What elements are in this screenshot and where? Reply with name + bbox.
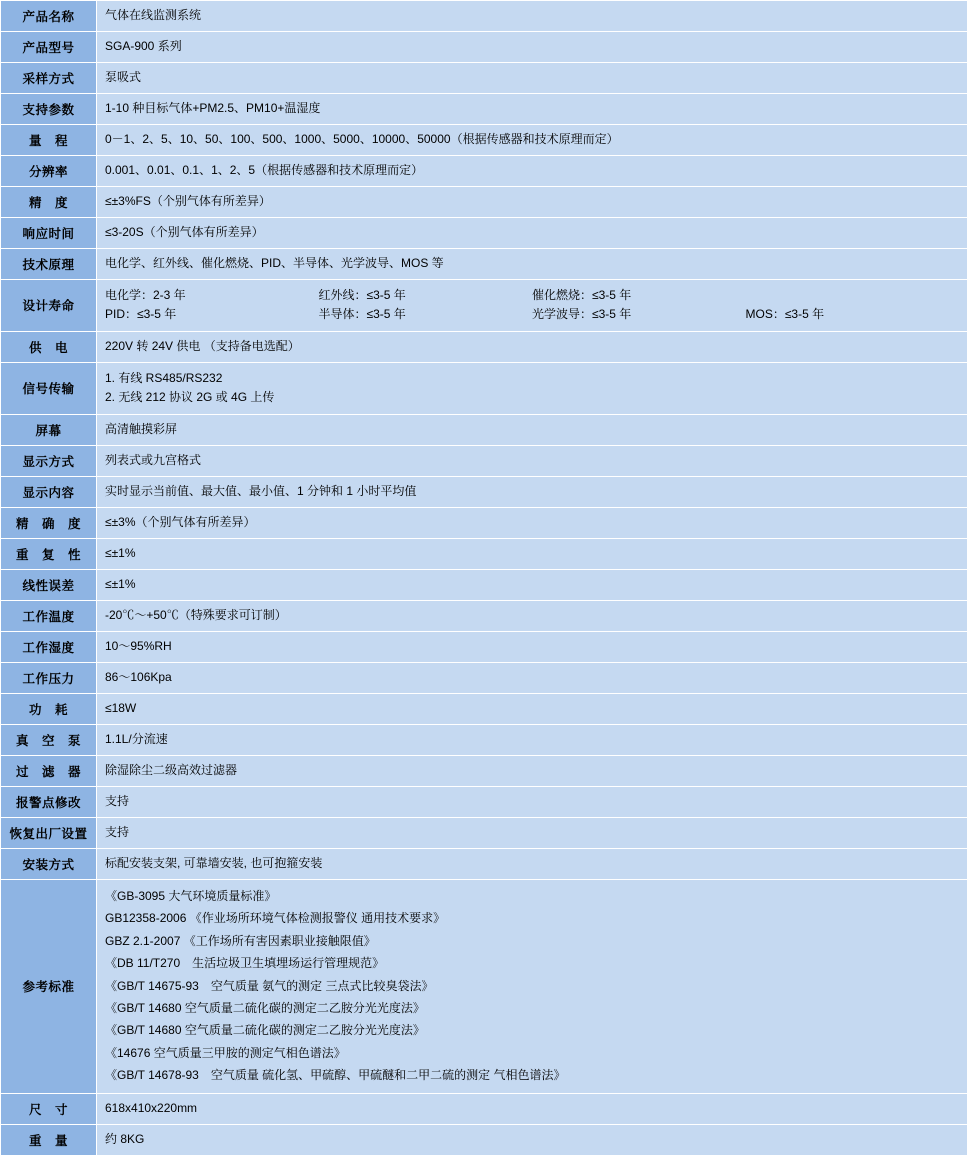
standard-item: 《GB/T 14675-93 空气质量 氨气的测定 三点式比较臭袋法》	[105, 975, 959, 997]
row-label: 功 耗	[1, 693, 97, 724]
row-value	[97, 362, 967, 414]
row-value: ≤3-20S（个别气体有所差异）	[97, 218, 967, 249]
table-row	[1, 693, 967, 724]
table-row	[1, 63, 967, 94]
row-label: 采样方式	[1, 63, 97, 94]
row-label: 设计寿命	[1, 280, 97, 332]
row-label: 量 程	[1, 125, 97, 156]
table-row	[1, 445, 967, 476]
table-row	[1, 249, 967, 280]
table-row	[1, 476, 967, 507]
row-label: 产品名称	[1, 1, 97, 32]
row-value: 约 8KG	[97, 1125, 967, 1156]
row-label: 恢复出厂设置	[1, 817, 97, 848]
lifetime-grid-cell: 光学波导：≤3-5 年	[532, 306, 746, 323]
row-value: SGA-900 系列	[97, 32, 967, 63]
lifetime-grid-cell: 催化燃烧：≤3-5 年	[532, 287, 746, 304]
standards-list	[105, 886, 959, 1088]
row-value: 0－1、2、5、10、50、100、500、1000、5000、10000、50000（根据传感器和技术原理而定）	[97, 125, 967, 156]
row-value: ≤±1%	[97, 538, 967, 569]
row-value: 支持	[97, 786, 967, 817]
row-value: 0.001、0.01、0.1、1、2、5（根据传感器和技术原理而定）	[97, 156, 967, 187]
row-label: 真 空 泵	[1, 724, 97, 755]
standard-item: GB12358-2006 《作业场所环境气体检测报警仪 通用技术要求》	[105, 908, 959, 930]
table-row	[1, 94, 967, 125]
lifetime-grid-cell: PID：≤3-5 年	[105, 306, 319, 323]
lifetime-grid-cell: 半导体：≤3-5 年	[319, 306, 533, 323]
row-label: 屏幕	[1, 414, 97, 445]
row-value	[97, 280, 967, 332]
table-row	[1, 662, 967, 693]
table-row	[1, 156, 967, 187]
row-value: ≤18W	[97, 693, 967, 724]
table-row	[1, 32, 967, 63]
table-row	[1, 1094, 967, 1125]
row-label: 精 确 度	[1, 507, 97, 538]
row-label: 信号传输	[1, 362, 97, 414]
table-row	[1, 848, 967, 879]
row-value: -20℃～+50℃（特殊要求可订制）	[97, 600, 967, 631]
table-row	[1, 187, 967, 218]
lifetime-grid-cell: 电化学：2-3 年	[105, 287, 319, 304]
row-label: 尺 寸	[1, 1094, 97, 1125]
row-label: 工作压力	[1, 662, 97, 693]
row-label: 重 复 性	[1, 538, 97, 569]
table-row	[1, 600, 967, 631]
lifetime-grid-row	[105, 286, 959, 305]
row-value: 支持	[97, 817, 967, 848]
table-row	[1, 1, 967, 32]
standard-item: 《GB-3095 大气环境质量标准》	[105, 886, 959, 908]
row-label: 显示内容	[1, 476, 97, 507]
table-row	[1, 817, 967, 848]
value-line-list	[105, 369, 959, 408]
row-value: 86～106Kpa	[97, 662, 967, 693]
row-label: 重 量	[1, 1125, 97, 1156]
standard-item: 《GB/T 14680 空气质量二硫化碳的测定二乙胺分光光度法》	[105, 1020, 959, 1042]
row-value	[97, 879, 967, 1094]
lifetime-grid-row	[105, 305, 959, 324]
row-value: ≤±1%	[97, 569, 967, 600]
row-value: 除湿除尘二级高效过滤器	[97, 755, 967, 786]
value-line: 1. 有线 RS485/RS232	[105, 369, 959, 388]
table-row	[1, 538, 967, 569]
standard-item: 《GB/T 14680 空气质量二硫化碳的测定二乙胺分光光度法》	[105, 998, 959, 1020]
row-label: 供 电	[1, 331, 97, 362]
table-row	[1, 879, 967, 1094]
row-label: 线性误差	[1, 569, 97, 600]
row-value: 标配安装支架, 可靠墙安装, 也可抱箍安装	[97, 848, 967, 879]
row-label: 工作湿度	[1, 631, 97, 662]
row-label: 支持参数	[1, 94, 97, 125]
row-value: 1-10 种目标气体+PM2.5、PM10+温湿度	[97, 94, 967, 125]
standard-item: 《DB 11/T270 生活垃圾卫生填埋场运行管理规范》	[105, 953, 959, 975]
row-value: 实时显示当前值、最大值、最小值、1 分钟和 1 小时平均值	[97, 476, 967, 507]
lifetime-grid-cell	[746, 287, 960, 304]
table-row	[1, 414, 967, 445]
row-label: 产品型号	[1, 32, 97, 63]
row-label: 技术原理	[1, 249, 97, 280]
table-row	[1, 331, 967, 362]
table-row	[1, 507, 967, 538]
specification-table-body	[1, 1, 967, 1156]
table-row	[1, 218, 967, 249]
table-row	[1, 786, 967, 817]
table-row	[1, 724, 967, 755]
lifetime-grid-cell: 红外线：≤3-5 年	[319, 287, 533, 304]
row-value: 电化学、红外线、催化燃烧、PID、半导体、光学波导、MOS 等	[97, 249, 967, 280]
lifetime-grid	[105, 286, 959, 325]
row-value: 高清触摸彩屏	[97, 414, 967, 445]
row-value: 10～95%RH	[97, 631, 967, 662]
row-label: 显示方式	[1, 445, 97, 476]
row-value: 列表式或九宫格式	[97, 445, 967, 476]
row-value: 220V 转 24V 供电 （支持备电选配）	[97, 331, 967, 362]
row-value: 泵吸式	[97, 63, 967, 94]
standard-item: 《GB/T 14678-93 空气质量 硫化氢、甲硫醇、甲硫醚和二甲二硫的测定 气相色谱法》	[105, 1065, 959, 1087]
row-value: 1.1L/分流速	[97, 724, 967, 755]
row-value: ≤±3%（个别气体有所差异）	[97, 507, 967, 538]
standard-item: GBZ 2.1-2007 《工作场所有害因素职业接触限值》	[105, 930, 959, 952]
row-label: 分辨率	[1, 156, 97, 187]
lifetime-grid-cell: MOS：≤3-5 年	[746, 306, 960, 323]
table-row	[1, 569, 967, 600]
row-label: 精 度	[1, 187, 97, 218]
row-value: 618x410x220mm	[97, 1094, 967, 1125]
row-label: 安装方式	[1, 848, 97, 879]
row-label: 响应时间	[1, 218, 97, 249]
table-row	[1, 125, 967, 156]
row-label: 参考标准	[1, 879, 97, 1094]
row-value: ≤±3%FS（个别气体有所差异）	[97, 187, 967, 218]
table-row	[1, 631, 967, 662]
standard-item: 《14676 空气质量三甲胺的测定气相色谱法》	[105, 1042, 959, 1064]
table-row	[1, 362, 967, 414]
table-row	[1, 755, 967, 786]
row-label: 报警点修改	[1, 786, 97, 817]
row-value: 气体在线监测系统	[97, 1, 967, 32]
table-row	[1, 1125, 967, 1156]
row-label: 过 滤 器	[1, 755, 97, 786]
table-row	[1, 280, 967, 332]
row-label: 工作温度	[1, 600, 97, 631]
value-line: 2. 无线 212 协议 2G 或 4G 上传	[105, 388, 959, 407]
